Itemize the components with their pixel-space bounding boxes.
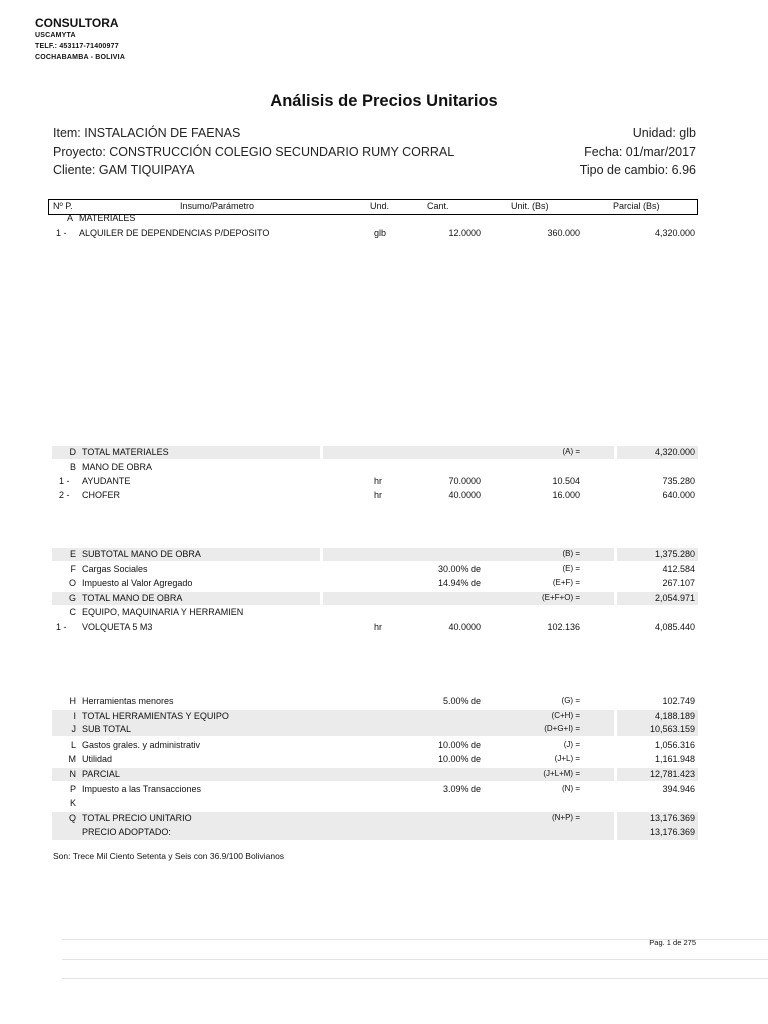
row-unit: 10.504 bbox=[552, 476, 580, 486]
total-mano-obra-row bbox=[0, 593, 768, 606]
unit-label: Unidad: glb bbox=[632, 126, 696, 140]
amount-in-words: Son: Trece Mil Ciento Setenta y Seis con 36.9/100 Bolivianos bbox=[53, 851, 285, 861]
row-ref: (N) = bbox=[562, 784, 580, 793]
row-ref: (J+L) = bbox=[554, 754, 580, 763]
row-parcial: 12,781.423 bbox=[649, 769, 695, 779]
row-cant: 70.0000 bbox=[448, 476, 481, 486]
row-parcial: 1,161.948 bbox=[654, 754, 695, 764]
subtotal-row bbox=[0, 724, 768, 737]
row-ref: (N+P) = bbox=[551, 813, 580, 822]
col-cant: Cant. bbox=[427, 201, 449, 211]
row-parcial: 394.946 bbox=[662, 784, 695, 794]
table-row bbox=[0, 476, 768, 489]
section-title: MATERIALES bbox=[79, 213, 136, 223]
item-label: Item: INSTALACIÓN DE FAENAS bbox=[53, 126, 241, 140]
row-code: E bbox=[69, 549, 76, 559]
row-code: L bbox=[70, 740, 76, 750]
row-code: H bbox=[69, 696, 76, 706]
parcial-row bbox=[0, 769, 768, 782]
row-code: G bbox=[68, 593, 76, 603]
row-desc: Impuesto a las Transacciones bbox=[82, 784, 202, 794]
row-ref: (E) = bbox=[562, 564, 580, 573]
col-unit: Unit. (Bs) bbox=[511, 201, 549, 211]
row-code: O bbox=[68, 578, 76, 588]
company-city: COCHABAMBA - BOLIVIA bbox=[35, 54, 126, 61]
utilidad-row bbox=[0, 754, 768, 767]
row-cant: 40.0000 bbox=[448, 622, 481, 632]
row-und: hr bbox=[374, 622, 383, 632]
section-code: C bbox=[69, 607, 76, 617]
row-parcial: 640.000 bbox=[662, 490, 695, 500]
gastos-generales-row bbox=[0, 740, 768, 753]
row-desc: VOLQUETA 5 M3 bbox=[82, 622, 153, 632]
row-unit: 102.136 bbox=[547, 622, 580, 632]
row-desc: SUBTOTAL MANO DE OBRA bbox=[82, 549, 201, 559]
row-code: 1 - bbox=[59, 476, 70, 486]
section-title: MANO DE OBRA bbox=[82, 462, 153, 472]
subtotal-mano-obra-row bbox=[0, 549, 768, 562]
row-code: 1 - bbox=[56, 228, 67, 238]
row-parcial: 13,176.369 bbox=[649, 813, 695, 823]
row-desc: TOTAL MANO DE OBRA bbox=[82, 593, 183, 603]
row-desc: Herramientas menores bbox=[82, 696, 174, 706]
impuesto-transacciones-row bbox=[0, 784, 768, 797]
col-und: Und. bbox=[370, 201, 390, 211]
row-pct: 30.00% de bbox=[437, 564, 481, 574]
row-ref: (J+L+M) = bbox=[543, 769, 580, 778]
row-ref: (A) = bbox=[562, 447, 580, 456]
row-ref: (E+F) = bbox=[552, 578, 580, 587]
section-c-header bbox=[0, 607, 768, 620]
row-desc: PARCIAL bbox=[82, 769, 120, 779]
iva-row bbox=[0, 578, 768, 591]
total-precio-unitario-row bbox=[0, 813, 768, 826]
section-code: A bbox=[67, 213, 74, 223]
col-insumo: Insumo/Parámetro bbox=[180, 201, 255, 211]
row-code: M bbox=[68, 754, 76, 764]
row-pct: 14.94% de bbox=[437, 578, 481, 588]
row-desc: Utilidad bbox=[82, 754, 113, 764]
section-title: EQUIPO, MAQUINARIA Y HERRAMIEN bbox=[82, 607, 244, 617]
footer-line bbox=[62, 978, 768, 998]
row-ref: (D+G+I) = bbox=[544, 724, 580, 733]
col-np: Nº P. bbox=[53, 201, 73, 211]
project-label: Proyecto: CONSTRUCCIÓN COLEGIO SECUNDARIO RUMY CORRAL bbox=[53, 145, 455, 159]
company-subname: USCAMYTA bbox=[35, 32, 76, 39]
row-desc: Gastos grales. y administrativ bbox=[82, 740, 201, 750]
row-pct: 10.00% de bbox=[437, 740, 481, 750]
section-a-header bbox=[0, 213, 768, 226]
row-und: hr bbox=[374, 490, 383, 500]
row-ref: (J) = bbox=[563, 740, 580, 749]
row-unit: 360.000 bbox=[547, 228, 580, 238]
row-ref: (B) = bbox=[562, 549, 580, 558]
row-desc: TOTAL MATERIALES bbox=[82, 447, 169, 457]
footer-line bbox=[62, 959, 768, 979]
row-parcial: 735.280 bbox=[662, 476, 695, 486]
total-herramientas-row bbox=[0, 711, 768, 724]
row-code: I bbox=[73, 711, 76, 721]
row-parcial: 102.749 bbox=[662, 696, 695, 706]
row-ref: (E+F+O) = bbox=[541, 593, 580, 602]
page-number: Pag. 1 de 275 bbox=[649, 938, 696, 947]
row-desc: SUB TOTAL bbox=[82, 724, 132, 734]
row-code: D bbox=[69, 447, 76, 457]
section-b-header bbox=[0, 462, 768, 475]
row-desc: CHOFER bbox=[82, 490, 120, 500]
row-pct: 3.09% de bbox=[442, 784, 481, 794]
row-code: 1 - bbox=[56, 622, 67, 632]
row-parcial: 4,320.000 bbox=[654, 228, 695, 238]
col-parcial: Parcial (Bs) bbox=[613, 201, 660, 211]
row-desc: AYUDANTE bbox=[82, 476, 131, 486]
row-code: 2 - bbox=[59, 490, 70, 500]
row-desc: ALQUILER DE DEPENDENCIAS P/DEPOSITO bbox=[79, 228, 270, 238]
row-parcial: 13,176.369 bbox=[649, 827, 695, 837]
k-row bbox=[0, 798, 768, 811]
row-und: glb bbox=[374, 228, 387, 238]
row-desc: Cargas Sociales bbox=[82, 564, 148, 574]
row-code: Q bbox=[68, 813, 76, 823]
row-parcial: 267.107 bbox=[662, 578, 695, 588]
row-desc: PRECIO ADOPTADO: bbox=[82, 827, 171, 837]
row-parcial: 4,188.189 bbox=[654, 711, 695, 721]
row-desc: Impuesto al Valor Agregado bbox=[82, 578, 193, 588]
client-label: Cliente: GAM TIQUIPAYA bbox=[53, 163, 195, 177]
precio-adoptado-row bbox=[0, 827, 768, 840]
page-title: Análisis de Precios Unitarios bbox=[270, 92, 498, 110]
row-code: N bbox=[69, 769, 76, 779]
table-row bbox=[0, 228, 768, 241]
row-pct: 10.00% de bbox=[437, 754, 481, 764]
row-parcial: 4,085.440 bbox=[654, 622, 695, 632]
cargas-sociales-row bbox=[0, 564, 768, 577]
row-und: hr bbox=[374, 476, 383, 486]
row-unit: 16.000 bbox=[552, 490, 580, 500]
row-desc: TOTAL PRECIO UNITARIO bbox=[82, 813, 192, 823]
row-parcial: 1,375.280 bbox=[654, 549, 695, 559]
herramientas-row bbox=[0, 696, 768, 709]
row-code: P bbox=[69, 784, 76, 794]
row-desc: TOTAL HERRAMIENTAS Y EQUIPO bbox=[82, 711, 229, 721]
row-ref: (G) = bbox=[561, 696, 580, 705]
company-phone: TELF.: 453117-71400977 bbox=[35, 43, 119, 50]
table-row bbox=[0, 490, 768, 503]
company-name: CONSULTORA bbox=[35, 16, 119, 30]
row-code: K bbox=[69, 798, 76, 808]
row-cant: 12.0000 bbox=[448, 228, 481, 238]
row-code: J bbox=[71, 724, 76, 734]
row-parcial: 1,056.316 bbox=[654, 740, 695, 750]
row-pct: 5.00% de bbox=[442, 696, 481, 706]
exchange-rate-label: Tipo de cambio: 6.96 bbox=[579, 163, 696, 177]
row-parcial: 2,054.971 bbox=[654, 593, 695, 603]
total-materiales-row bbox=[0, 447, 768, 460]
section-code: B bbox=[69, 462, 76, 472]
row-parcial: 10,563.159 bbox=[649, 724, 695, 734]
row-parcial: 412.584 bbox=[662, 564, 695, 574]
row-cant: 40.0000 bbox=[448, 490, 481, 500]
row-ref: (C+H) = bbox=[551, 711, 580, 720]
table-row bbox=[0, 622, 768, 635]
date-label: Fecha: 01/mar/2017 bbox=[584, 145, 696, 159]
row-code: F bbox=[70, 564, 76, 574]
row-parcial: 4,320.000 bbox=[654, 447, 695, 457]
